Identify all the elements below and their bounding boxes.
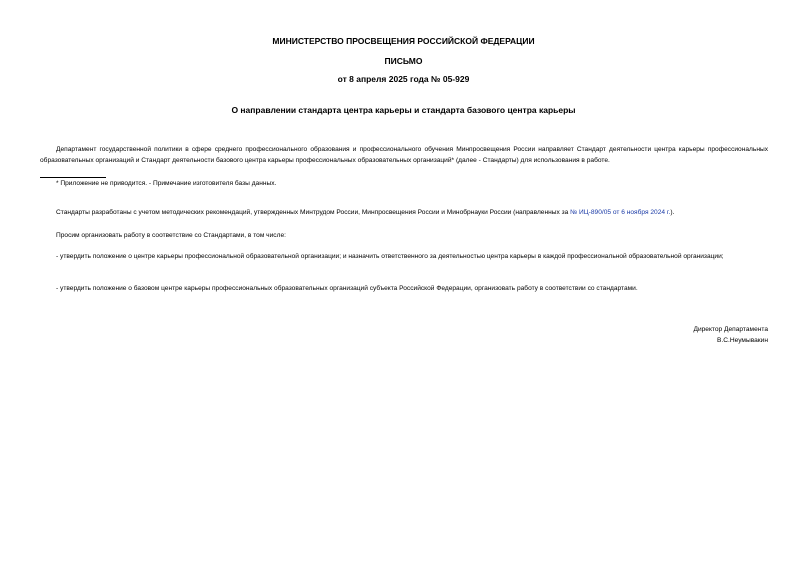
signature-name: В.С.Неумывакин (717, 337, 768, 344)
document-subject: О направлении стандарта центра карьеры и стандарта базового центра карьеры (231, 105, 576, 115)
footnote: * Приложение не приводится. - Примечание изготовителя базы данных. (56, 180, 277, 187)
footnote-divider (40, 177, 106, 178)
standards-prefix: Стандарты разработаны с учетом методических рекомендаций, утвержденных Минтрудом России, Минпросвещения России и Минобрнауки России (направленных за (56, 209, 571, 216)
request-paragraph: Просим организовать работу в соответствие со Стандартами, в том числе: (56, 232, 286, 239)
intro-paragraph: Департамент государственной политики в сфере среднего профессионального образования и профессионального обучения Минпросвещения России направляет Стандарт деятельности центра карьеры профессиональных образовательных организаций и Стандарт деятельности базового центра карьеры профессиональных образовательных организаций* (далее - Стандарты) для использования в работе. (40, 146, 768, 164)
standards-paragraph (40, 208, 768, 219)
signature-position: Директор Департамента (693, 326, 768, 333)
document-type: ПИСЬМО (384, 56, 423, 66)
date-number: от 8 апреля 2025 года № 05-929 (337, 74, 470, 84)
standards-suffix: ). (670, 209, 675, 216)
letter-reference-link[interactable]: № ИЦ-890/05 от 6 ноября 2024 г. (570, 209, 671, 216)
ministry-heading: МИНИСТЕРСТВО ПРОСВЕЩЕНИЯ РОССИЙСКОЙ ФЕДЕРАЦИИ (272, 36, 535, 46)
list-item-career-center: - утвердить положение о центре карьеры профессиональной образовательной организации; и назначить ответственного за деятельностью центра карьеры в каждой профессиональной образовательной организации; (56, 253, 724, 260)
list-item-base-career-center: - утвердить положение о базовом центре карьеры профессиональных образовательных организаций субъекта Российской Федерации, организовать работу в соответствии со стандартами. (56, 285, 638, 292)
